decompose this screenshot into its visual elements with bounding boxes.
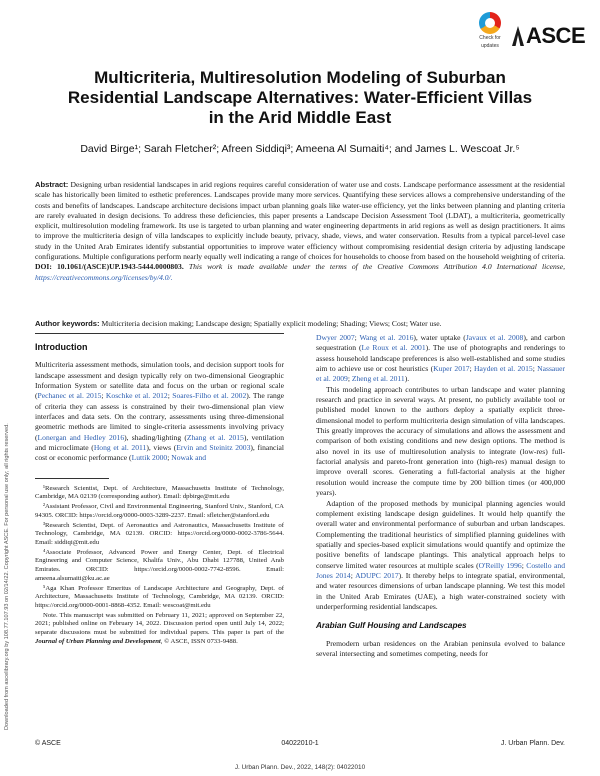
- citation-link[interactable]: O'Reilly 1996: [478, 560, 522, 570]
- citation-link[interactable]: Lonergan and Hedley 2016: [37, 432, 125, 442]
- paragraph-continued: Dwyer 2007; Wang et al. 2016), water uptake (Javaux et al. 2008), and carbon sequestration (Le Roux et al. 2001). The use of photographs and renderings to assess household landscape preferences is also well-established and some studies aim to achieve use or cost heuristics (Kuper 2017; Hayden et al. 2015; Nassauer et al. 2009; Zheng et al. 2011).: [316, 333, 565, 384]
- right-column: [316, 333, 565, 659]
- intro-paragraph: Multicriteria assessment methods, simulation tools, and decision support tools for landscape assessment and design typically rely on two-dimensional Geographic Information System or satellite data and focus on the urban or regional scale (Pechanec et al. 2015; Koschke et al. 2012; Soares-Filho et al. 2002). The range of criteria they can assess is constrained by their two-dimensional plan view interfaces and data sets. On the contrary, assessments using three-dimensional geometric methods are limited to single-criteria assessments involving privacy (Lonergan and Hedley 2016), shading/lighting (Zhang et al. 2015), ventilation and microclimate (Hong et al. 2011), views (Ervin and Steinitz 2003), financial cost or economic performance (Luttik 2000; Nowak and: [35, 360, 285, 463]
- citation-link[interactable]: Nowak and: [171, 453, 207, 463]
- footnote-3: ³Research Scientist, Dept. of Aeronautics and Astronautics, Massachusetts Institute of Technology, Cambridge, MA 02139. ORCID: https://orcid.org/0000-0002-3786-5644. Email: siddiqi@mit.edu: [35, 521, 284, 546]
- introduction-heading: Introduction: [35, 342, 88, 352]
- title-line-2: Residential Landscape Alternatives: Water-Efficient Villas: [67, 88, 533, 107]
- citation-link[interactable]: Nassauer et al. 2009: [316, 364, 565, 384]
- citation-link[interactable]: Ervin and Steinitz 2003: [176, 443, 251, 453]
- doi-link[interactable]: DOI: 10.1061/(ASCE)UP.1943-5444.0000803.: [35, 262, 184, 272]
- citation-link[interactable]: Costello and Jones 2014: [316, 560, 565, 580]
- citation-link[interactable]: Hong et al. 2011: [93, 443, 147, 453]
- keywords-text: Multicriteria decision making; Landscape design; Spatially explicit modeling; Shading; Views; Cost; Water use.: [101, 319, 442, 328]
- citation-link[interactable]: Kuper 2017: [433, 364, 470, 374]
- paragraph-adaption: Adaption of the proposed methods by municipal planning agencies would complement existing landscape design guidelines. It would help quantify the overall water and environmental performance of suburban and urban landscapes. Complementing the traditional heuristics of simplified planning guidelines with spatially and species-based explicit simulations would quantify and optimize the positive benefits of landscape plantings. This analytical approach helps to conserve limited water resources at multiple scales (O'Reilly 1996; Costello and Jones 2014; ADUPC 2017). It thereby helps to integrate spatial, environmental, and water resources dimensions of urban landscape planning. We test this model in the United Arab Emirates (UAE), a high water-constrained society with underperforming residential landscapes.: [316, 498, 565, 611]
- citation-link[interactable]: ADUPC 2017: [355, 570, 399, 580]
- license-link[interactable]: https://creativecommons.org/licenses/by/4.0/.: [35, 272, 173, 282]
- journal-name: Journal of Urban Planning and Development: [35, 637, 161, 645]
- citation-link[interactable]: Koschke et al. 2012: [105, 391, 168, 401]
- abstract: [35, 180, 565, 283]
- citation-link[interactable]: Zhang et al. 2015: [186, 432, 244, 442]
- citation-link[interactable]: Javaux et al. 2008: [465, 333, 524, 342]
- badge-line-2: updates: [481, 42, 499, 49]
- citation-link[interactable]: Hayden et al. 2015: [474, 364, 533, 374]
- left-column: [35, 333, 284, 647]
- footer-journal: J. Urban Plann. Dev.: [500, 740, 565, 747]
- section-rule: [35, 333, 284, 334]
- citation-link[interactable]: Pechanec et al. 2015: [37, 391, 102, 401]
- footnote-5: ⁵Aga Khan Professor Emeritus of Landscape Architecture and Geography, Dept. of Architecture, Massachusetts Institute of Technology, Cambridge, MA 02139. ORCID: https://orcid.org/0000-0001-8868-4352. Email: wescoat@mit.edu: [35, 584, 284, 609]
- submission-note: Note. This manuscript was submitted on February 11, 2021; approved on September 22, 2021; published online on February 14, 2022. Discussion period open until July 14, 2022; separate discussions must be submitted for individual papers. This paper is part of the Journal of Urban Planning and Development, © ASCE, ISSN 0733-9488.: [35, 611, 284, 645]
- citation-link[interactable]: Wang et al. 2016: [359, 333, 414, 342]
- author-list: David Birge¹; Sarah Fletcher²; Afreen Siddiqi³; Ameena Al Sumaiti⁴; and James L. Wescoat Jr.⁵: [80, 143, 520, 155]
- citation-link[interactable]: Luttik 2000: [131, 453, 168, 463]
- article-title: [40, 68, 560, 128]
- citation-link[interactable]: Dwyer 2007: [316, 333, 355, 342]
- asce-logo: [512, 22, 592, 50]
- keywords-label: Author keywords:: [35, 319, 100, 328]
- citation-link[interactable]: Zheng et al. 2011: [351, 374, 405, 384]
- license-text: This work is made available under the terms of the Creative Commons Attribution 4.0 International license,: [188, 262, 565, 272]
- paragraph-contributions: This modeling approach contributes to urban landscape and water planning research and practice in several ways. At present, no publicly available tool or published model known to the authors deploy a spatially explicit three-dimensional model to perform multicriteria design simulation of villa landscapes. This greatly improves the accuracy of simulations and allows the assessment and comparison of both existing conditions and new design options. The method is also novel in its use of multiresolution analysis to integrate (low-res) full-factorial analysis and pareto-front generation into (high-res) manual design to improve overall scores. Generating a full-factorial analysis at the higher resolution would increase the compute time by 200 billion times (or 400,000 years).: [316, 384, 565, 498]
- citation-link[interactable]: Soares-Filho et al. 2002: [172, 391, 247, 401]
- badge-line-1: Check for: [479, 35, 501, 41]
- check-for-updates-badge[interactable]: [474, 12, 506, 52]
- asce-logo-icon: [512, 26, 524, 46]
- title-line-3: in the Arid Middle East: [208, 108, 392, 127]
- author-keywords: [35, 319, 565, 329]
- paragraph-housing: Premodern urban residences on the Arabian peninsula evolved to balance several intersecting and sometimes competing, needs for: [316, 638, 565, 658]
- title-line-1: Multicriteria, Multiresolution Modeling of Suburban: [94, 68, 506, 87]
- footnote-2: ²Assistant Professor, Civil and Environmental Engineering, Stanford Univ., Stanford, CA 94305. ORCID: https://orcid.org/0000-0003-3289-2237. Email: sfletcher@stanford.edu: [35, 503, 284, 519]
- abstract-label: Abstract:: [35, 180, 69, 189]
- citation-link[interactable]: Le Roux et al. 2001: [361, 343, 426, 353]
- footnote-1: ¹Research Scientist, Dept. of Architecture, Massachusetts Institute of Technology, Cambridge, MA 02139 (corresponding author). Email: dpbirge@mit.edu: [35, 484, 284, 501]
- footer-copyright: © ASCE: [35, 740, 61, 747]
- asce-logo-text: ASCE: [526, 23, 586, 48]
- footnote-4: ⁴Associate Professor, Advanced Power and Energy Center, Dept. of Electrical Engineering and Computer Science, Khalifa Univ., Abu Dhabi 127788, United Arab Emirates. ORCID: https://orcid.org/0000-0002-7742-8596. Email: ameena.alsumaiti@ku.ac.ae: [35, 548, 284, 582]
- abstract-body: Designing urban residential landscapes in arid regions requires careful consideration of water use and costs. Landscape performance assessment at the residential scale has historically been limited to esthetic preferences. Landscapes provide many more services. Quantifying these services allows a comprehensive understanding of the costs and benefits of landscapes. Landscape architecture decisions impact urban planning goals like water-use efficiency, yet the links between planning and planting criteria are rarely evaluated in design decisions. To address these deficiencies, this paper presents a Landscape Decision Assessment Tool (LDAT), a multicriteria, geometrically explicit, multiresolution modeling framework. Its use is targeted to urban planning and water engineering departments in arid regions as well as design practitioners. It aims to improve the multicriteria design of villa landscapes to explicitly include beauty, privacy, shade, views, and water conservation. Results from a typical parcel-level case study in the United Arab Emirates identify substantial opportunities to improve water efficiency without compromising residential design criteria by adjusting landscape configurations. Multiple configurations perform nearly equally well indicating a range of choices for households to choose from based on the household weighting of criteria.: [35, 180, 565, 262]
- footer-page-id: 04022010-1: [281, 740, 319, 747]
- subsection-heading: Arabian Gulf Housing and Landscapes: [316, 621, 467, 631]
- check-updates-icon: [479, 12, 501, 34]
- download-notice: Downloaded from ascelibrary.org by 108.77.107.93 on 02/14/22. Copyright ASCE. For personal use only; all rights reserved.: [4, 423, 10, 730]
- footnote-rule: [35, 478, 109, 479]
- journal-citation: J. Urban Plann. Dev., 2022, 148(2): 04022010: [234, 764, 366, 771]
